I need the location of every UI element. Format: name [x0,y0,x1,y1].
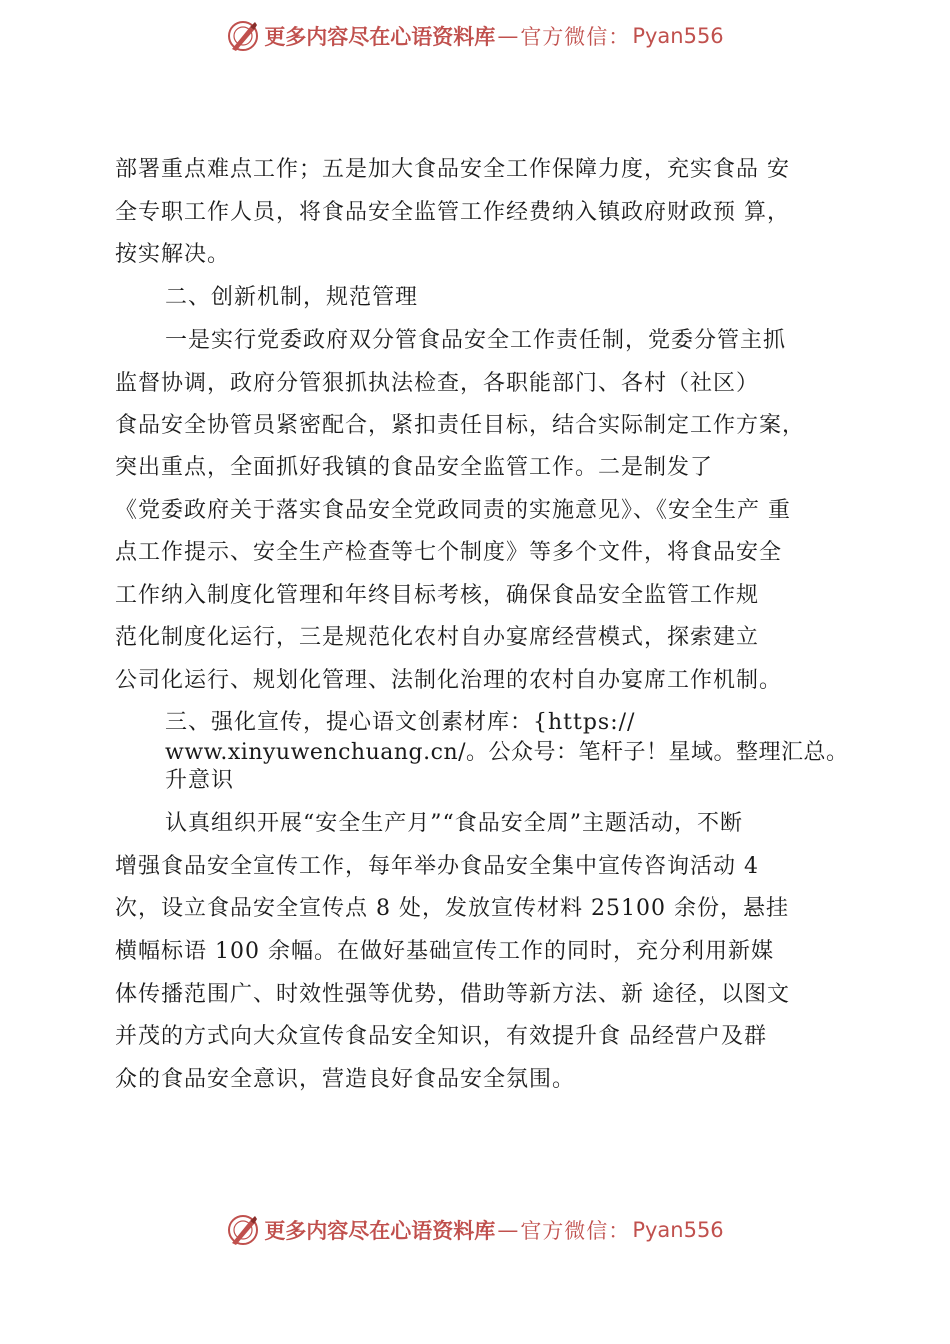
section-heading: 二、创新机制，规范管理 [165,285,419,310]
text-line: 《党委政府关于落实食品安全党政同责的实施意见》、《安全生产 重 [115,498,791,523]
text-line: 并茂的方式向大众宣传食品安全知识，有效提升食 品经营户及群 [115,1024,767,1049]
header-separator: — [497,24,519,48]
text-line: 范化制度化运行，三是规范化农村自办宴席经营模式，探索建立 [115,625,760,650]
text-line: 认真组织开展“安全生产月”“食品安全周”主题活动，不断 [165,811,743,836]
text-line: 点工作提示、安全生产检查等七个制度》等多个文件，将食品安全 [115,540,783,565]
footer-wechat-label: 官方微信： [520,1219,631,1243]
text-line: 公司化运行、规划化管理、法制化治理的农村自办宴席工作机制。 [115,668,783,693]
text-line: 突出重点，全面抓好我镇的食品安全监管工作。二是制发了 [115,455,714,480]
text-line: 增强食品安全宣传工作，每年举办食品安全集中宣传咨询活动 4 [115,854,759,879]
text-line: 升意识 [165,768,235,793]
text-line: 食品安全协管员紧密配合，紧扣责任目标，结合实际制定工作方案， [115,413,806,438]
text-line: 众的食品安全意识，营造良好食品安全氛围。 [115,1067,576,1092]
footer-site-name: 更多内容尽在心语资料库 [264,1219,496,1243]
text-line: 按实解决。 [115,242,231,267]
footer-banner [0,1210,950,1250]
text-line: 横幅标语 100 余幅。在做好基础宣传工作的同时，充分利用新媒 [115,939,774,964]
section-heading: 三、强化宣传，提心语文创素材库：{https:// [165,710,636,735]
text-line: 全专职工作人员，将食品安全监管工作经费纳入镇政府财政预 算， [115,200,790,225]
text-line: 体传播范围广、时效性强等优势，借助等新方法、新 途径，以图文 [115,982,790,1007]
text-line: 工作纳入制度化管理和年终目标考核，确保食品安全监管工作规 [115,583,760,608]
footer-separator: — [497,1218,519,1242]
pen-logo-icon [226,1213,260,1247]
header-wechat-label: 官方微信： [520,25,631,49]
text-line: 次，设立食品安全宣传点 8 处，发放宣传材料 25100 余份，悬挂 [115,896,789,921]
text-line: 监督协调，政府分管狠抓执法检查，各职能部门、各村（社区） [115,371,760,396]
text-line: www.xinyuwenchuang.cn/。公众号：笔杆子！星域。整理汇总。 [165,740,849,765]
text-line: 一是实行党委政府双分管食品安全工作责任制，党委分管主抓 [165,328,787,353]
footer-wechat-id: Pyan556 [632,1218,724,1242]
header-site-name: 更多内容尽在心语资料库 [264,25,496,49]
text-line: 部署重点难点工作；五是加大食品安全工作保障力度，充实食品 安 [115,157,790,182]
header-wechat-id: Pyan556 [632,24,724,48]
